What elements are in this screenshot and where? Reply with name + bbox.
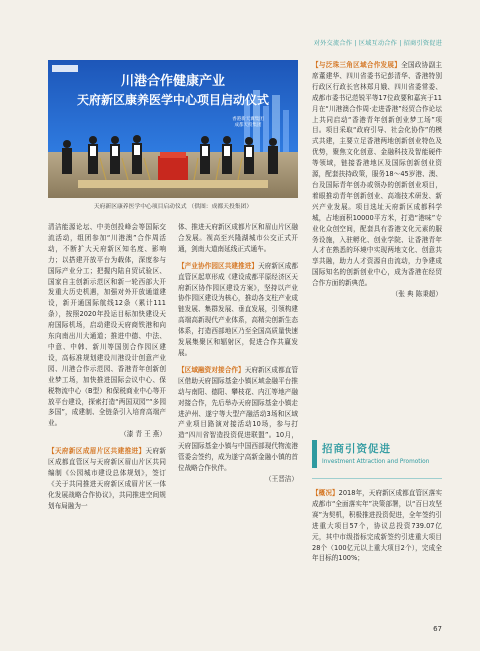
column-3-lower [312,488,442,564]
author-signature: （王晋洁） [265,474,298,483]
paragraph [178,365,298,474]
section-heading-bar [312,440,317,468]
section-heading-divider [312,478,442,479]
page-number: 67 [433,625,442,633]
paragraph [312,60,442,289]
screen-title-line1: 川港合作健康产业 [120,73,226,88]
section-tag: 【天府新区成眉片区共建推进】 [48,447,146,456]
paragraph-text: 天府新区成都直管区借助天府国际基金小镇区域金融平台推动与南阳、德阳、攀枝花、内江等地产融对接合作，先后举办天府国际基金小镇走进泸州、遂宁等大型产融活动3场和区域产业项目路演对接活动10场，参与打造“四川省智造投资促进联盟”。10月，天府国际基金小镇与中国西部现代物流港管委会签约，成为遂宁高新金融小镇的首位战略合作伙伴。 [178,365,299,473]
sand-bed [78,180,268,188]
paragraph [178,261,298,359]
paragraph-text: 2018年，天府新区成都直管区落实成都市“全面落实年”决策部署，以“百日攻坚赛”为契机，积极推进投资促进，全年签约引进重大项目57个，协议总投资739.07亿元，其中市级指标完成新签约引进重大项目28个（100亿元以上重大项目2个），完成全年目标的100%； [312,489,442,563]
column-1 [48,222,166,512]
paragraph: 清洁能源论坛、中美创投峰会等国际交流活动，组团参加“川港澳”合作周活动，不断扩大天府新区知名度、影响力；以搭建开放平台为载体，深度参与国际产业分工；把握内陆自贸试验区、国家自主创新示范区和新一轮西部大开发重大历史机遇，加强对外开放通道建设，新开通国际航线12条（累计111条），按照2020年投运目标加快建设天府国际机场，启动建设天府商铁港和向东向南出川大通道；推进中德、中法、中意、中韩、新川等国别合作园区建设，高标准规划建设川港设计创意产业园、川港合作示范园、香港青年创新创业梦工场，加快推进国际会议中心、保税物流中心（B型）和保税商业中心等开放平台建设，探索打造“两国双园”“多园多国”，成建制、全链条引入培育高端产业。 [48,223,166,428]
paragraph-text: 天府新区成都直管区起草形成《建设成都平原经济区天府新区协作园区建设方案》，坚持以产业协作园区建设为核心，推动各支柱产业成链发展、集群发展、垂直发展，引领构建高端高新现代产业体系，高精尖创新生态体系，打造西部地区乃至全国高质量快速发展集聚区和辐射区，促进合作共赢发展。 [178,261,299,357]
paragraph [312,488,442,564]
ceremony-photo [48,60,298,198]
photo-caption: 天府新区康养医学中心项目启动仪式 （供图：成都天投集团） [93,204,253,210]
screen-small-line2: 成都天投集团 [234,122,262,127]
red-ceremony-stand [158,156,188,180]
section-tag: 【与泛珠三角区域合作发展】 [312,61,402,69]
ceremony-photo-illustration [48,60,298,198]
screen-small-line1: 香港新天翼集团 [232,116,264,121]
author-signature: （张 典 陈秉超） [391,290,442,299]
running-header: 对外交流合作 | 区域互动合作 | 招商引资促进 [313,40,442,47]
paragraph-text: 天府新区成都直管区与天府新区眉山片区共同编制《公园城市建设总体规划》，签订《关于共同推进天府新区成眉片区一体化发展战略合作协议》，共同推进空间规划布局融为一 [48,447,167,510]
paragraph [48,446,166,511]
column-2 [178,222,298,485]
section-tag: 【产业协作园区共建推进】 [178,261,259,270]
screen-title-line2: 天府新区康养医学中心项目启动仪式 [76,93,270,107]
section-heading-title: 招商引资促进 [322,443,391,455]
section-tag: 【区域融资对接合作】 [178,365,245,374]
paragraph-text: 全国政协副主席董建华、四川省委书记彭清华、香港特别行政区行政长官林郑月娥、四川省委常委、成都市委书记范锐平等17位政要和嘉宾于11月在“川港澳合作周·走进香港”经贸合作论坛上共同启动“香港青年创新创业梦工场”项目。项目采取“政府引导、社会化协作”的模式共建，主要立足香港两地创新创业特色及优势，聚焦文化创意、金融科技及智能硬件等领域，链接香港地区及国际创新创业资源，配套扶持政策，服务18～45岁港、澳、台及国际青年创办或领办的创新创业项目，着眼推动青年创新创业、高端技术研发、新兴产业发展。项目选址天府新区成都科学城，占地面积10000平方米，打造“港味”专业化众创空间，配套具有香港文化元素的服务设施，入驻孵化、创业学院、让香港青年人才在熟悉的环境中实现两地文化、创意共享共融，助力人才资源自由流动，力争建成国际知名的创新创业中心，成为香港在经贸合作方面的新典范。 [312,61,443,288]
author-signature: （漆 青 王 燕） [120,430,166,439]
section-heading-subtitle: Investment Attraction and Promotion [322,459,430,465]
column-3 [312,60,442,300]
section-tag: 【概况】 [312,489,339,497]
logo-mark [52,65,78,72]
paragraph: 体、推进天府新区成都片区和眉山片区融合发展。视高至兴隆湖城市公交正式开通，剑南大道南延线正式通车。 [178,223,298,253]
